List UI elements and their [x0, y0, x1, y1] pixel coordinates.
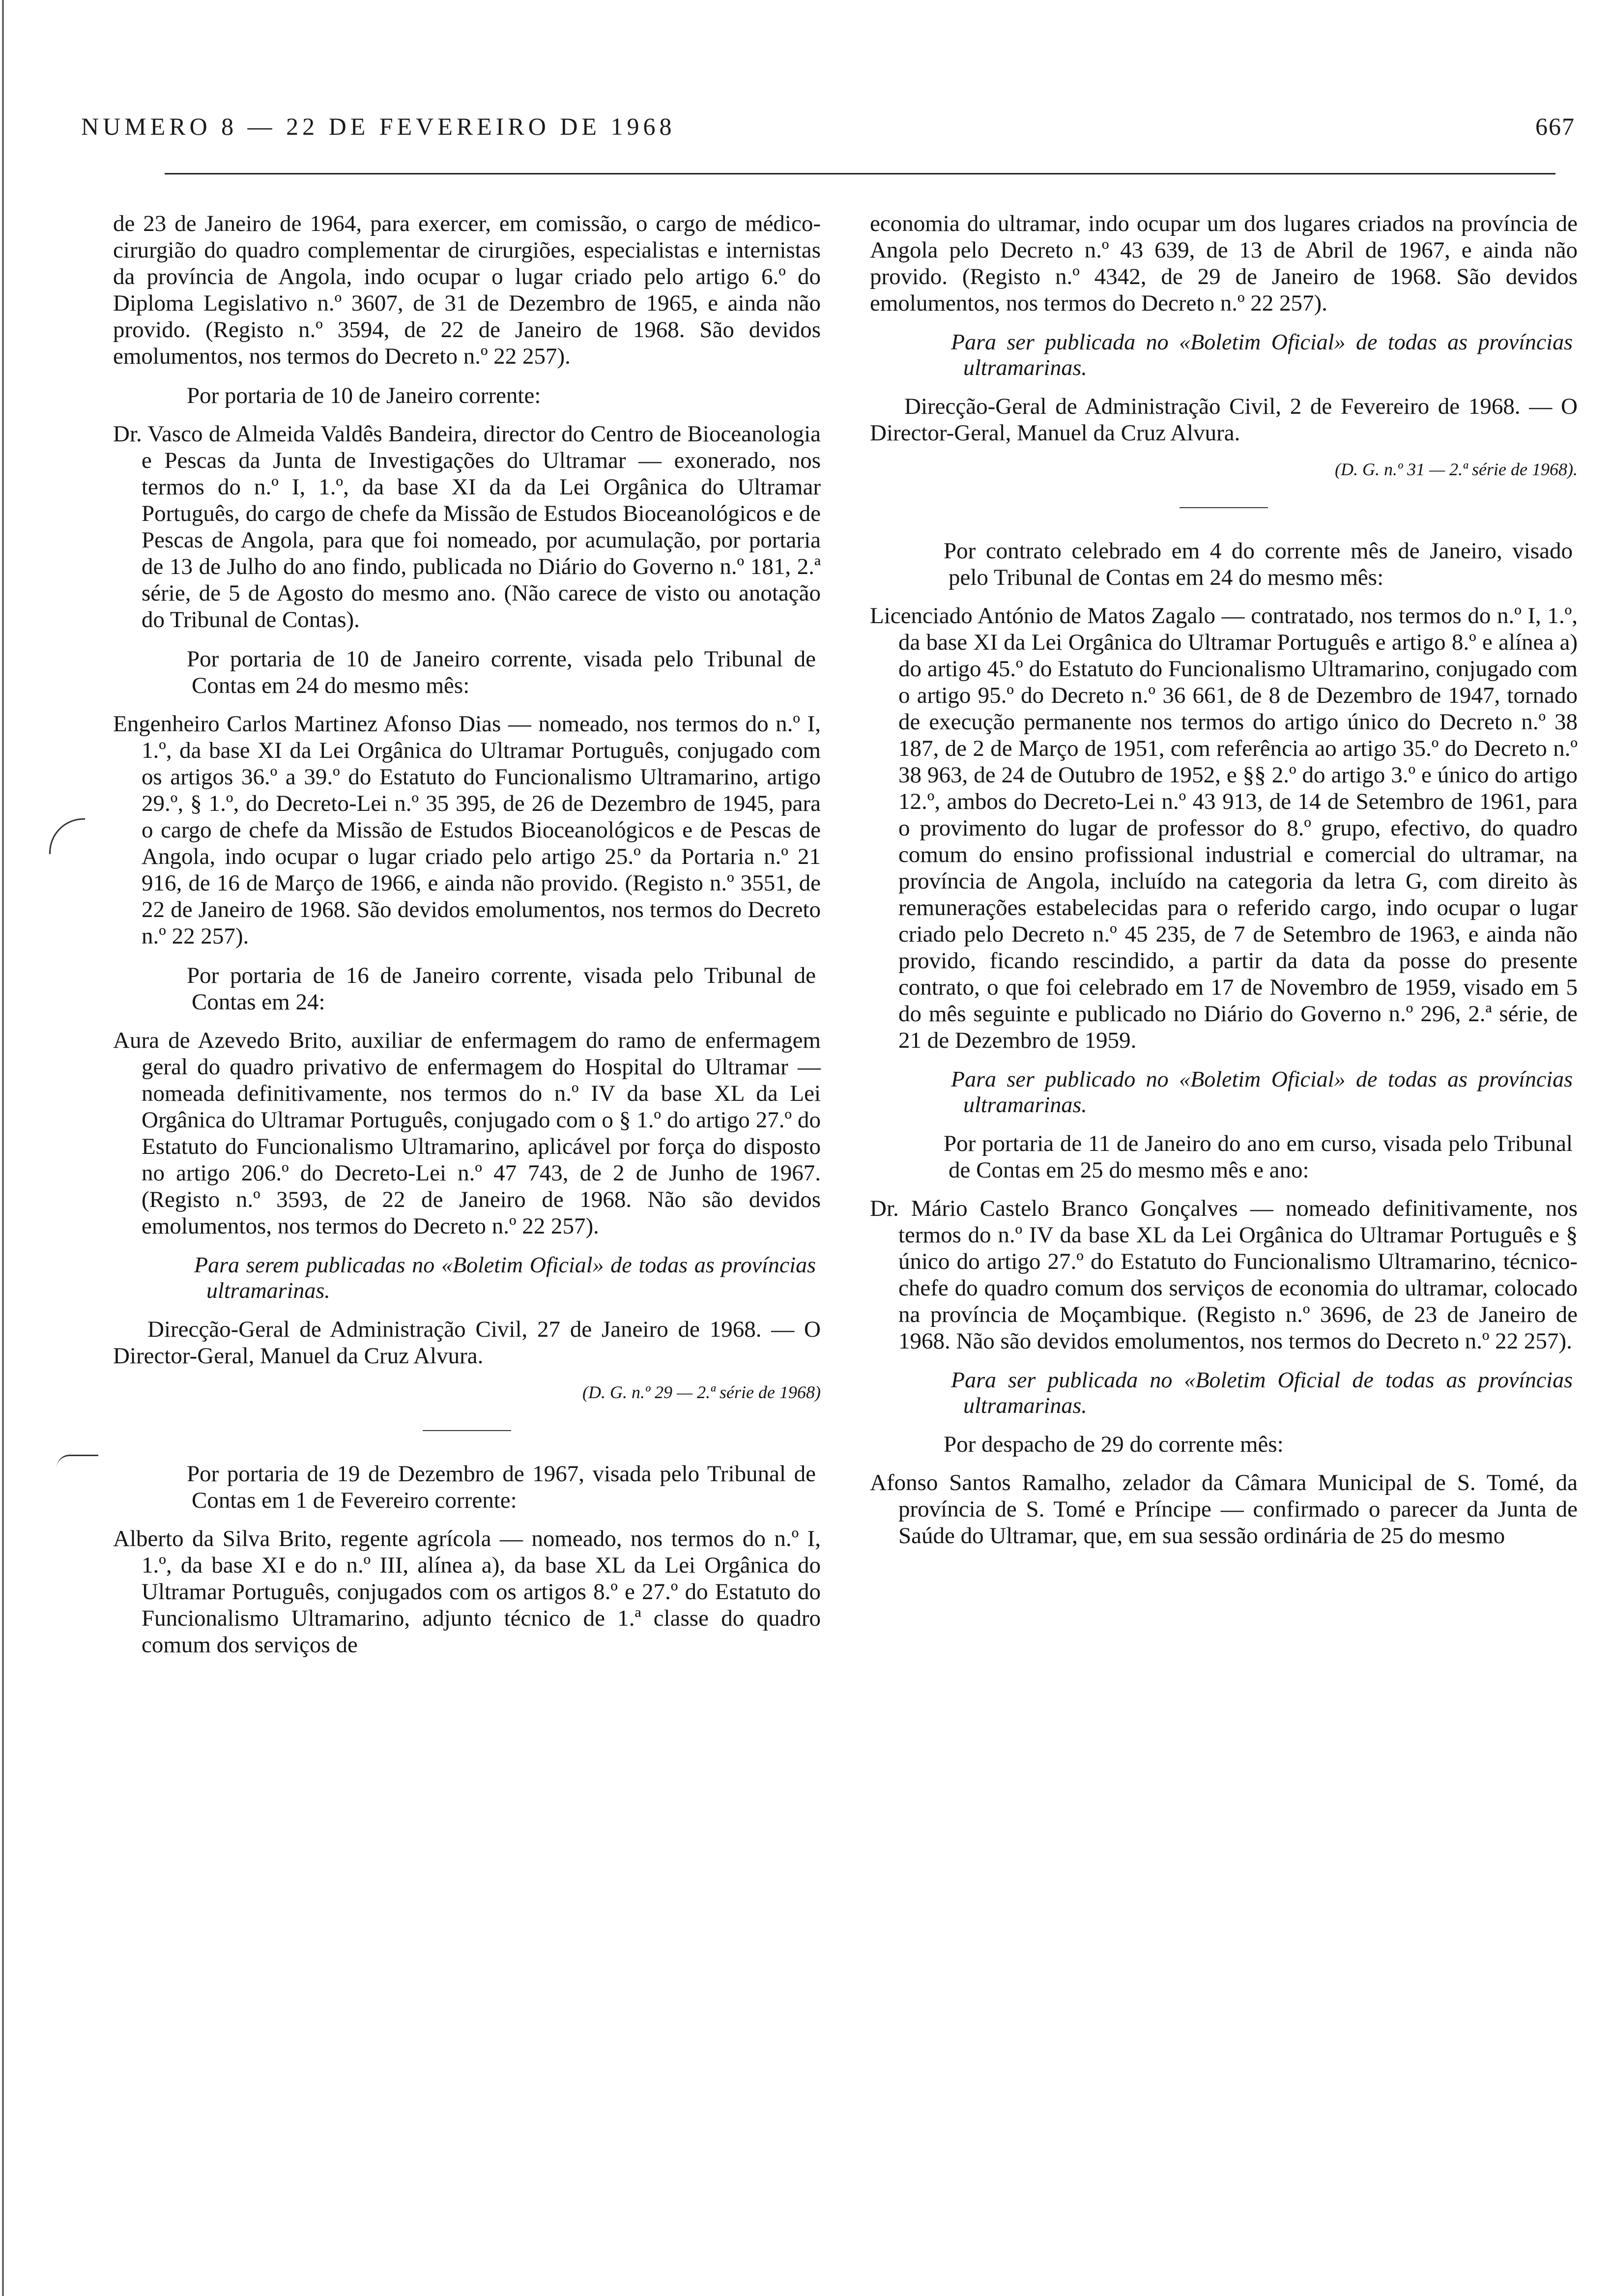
left-column	[113, 210, 821, 1671]
decree-entry: Licenciado António de Matos Zagalo — contratado, nos termos do n.º I, 1.º, da base XI da Lei Orgânica do Ultramar Português e artigo 8.º e alínea a) do artigo 45.º do Estatuto do Funcionalismo Ultramarino, conjugado com o artigo 95.º do Decreto n.º 36 661, de 8 de Dezembro de 1947, tornado de execução permanente nos termos do artigo único do Decreto n.º 38 187, de 2 de Março de 1951, com referência ao artigo 35.º do Decreto n.º 38 963, de 24 de Outubro de 1952, e §§ 2.º do artigo 3.º e único do artigo 12.º, ambos do Decreto-Lei n.º 43 913, de 14 de Setembro de 1961, para o provimento do lugar de professor do 8.º grupo, efectivo, do quadro comum do ensino profissional industrial e comercial do ultramar, na província de Angola, incluído na categoria da letra G, com direito às remunerações estabelecidas para o referido cargo, indo ocupar o lugar criado pelo Decreto n.º 45 235, de 7 de Setembro de 1963, e ainda não provido, ficando rescindido, a partir da data da posse do presente contrato, o que foi celebrado em 17 de Novembro de 1959, visado em 5 do mês seguinte e publicado no Diário do Governo n.º 296, 2.ª série, de 21 de Dezembro de 1959.	[870, 603, 1578, 1053]
decree-intro: Por contrato celebrado em 4 do corrente mês de Janeiro, visado pelo Tribunal de Contas em 24 do mesmo mês:	[944, 538, 1573, 590]
section-separator	[1180, 507, 1268, 508]
decree-entry: Engenheiro Carlos Martinez Afonso Dias — nomeado, nos termos do n.º I, 1.º, da base XI da Lei Orgânica do Ultramar Português, conjugado com os artigos 36.º a 39.º do Estatuto do Funcionalismo Ultramarino, artigo 29.º, § 1.º, do Decreto-Lei n.º 35 395, de 26 de Dezembro de 1945, para o cargo de chefe da Missão de Estudos Bioceanológicos e de Pescas de Angola, indo ocupar o lugar criado pelo artigo 25.º da Portaria n.º 21 916, de 16 de Março de 1966, e ainda não provido. (Registo n.º 3551, de 22 de Janeiro de 1968. São devidos emolumentos, nos termos do Decreto n.º 22 257).	[113, 711, 821, 949]
decree-intro: Por portaria de 11 de Janeiro do ano em curso, visada pelo Tribunal de Contas em 25 do mesmo mês e ano:	[944, 1131, 1573, 1183]
right-column	[870, 210, 1578, 1562]
signature-line: Direcção-Geral de Administração Civil, 2 de Fevereiro de 1968. — O Director-Geral, Manuel da Cruz Alvura.	[870, 394, 1578, 446]
decree-intro: Por portaria de 16 de Janeiro corrente, visada pelo Tribunal de Contas em 24:	[187, 963, 816, 1015]
decree-entry: Alberto da Silva Brito, regente agrícola — nomeado, nos termos do n.º I, 1.º, da base XI e do n.º III, alínea a), da base XL da Lei Orgânica do Ultramar Português, conjugados com os artigos 8.º e 27.º do Estatuto do Funcionalismo Ultramarino, adjunto técnico de 1.ª classe do quadro comum dos serviços de	[113, 1526, 821, 1658]
decree-entry: Afonso Santos Ramalho, zelador da Câmara Municipal de S. Tomé, da província de S. Tomé e Príncipe — confirmado o parecer da Junta de Saúde do Ultramar, que, em sua sessão ordinária de 25 do mesmo	[870, 1470, 1578, 1549]
decree-intro: Por despacho de 29 do corrente mês:	[944, 1432, 1284, 1457]
margin-mark	[57, 1455, 98, 1468]
page-header	[81, 112, 1575, 151]
page-number: 667	[1535, 113, 1575, 140]
decree-entry: Aura de Azevedo Brito, auxiliar de enfermagem do ramo de enfermagem geral do quadro privativo de enfermagem do Hospital do Ultramar — nomeada definitivamente, nos termos do n.º IV da base XL da Lei Orgânica do Ultramar Português, conjugado com o § 1.º do artigo 27.º do Estatuto do Funcionalismo Ultramarino, aplicável por força do disposto no artigo 206.º do Decreto-Lei n.º 47 743, de 2 de Junho de 1967. (Registo n.º 3593, de 22 de Janeiro de 1968. Não são devidos emolumentos, nos termos do Decreto n.º 22 257).	[113, 1028, 821, 1239]
decree-intro: Por portaria de 10 de Janeiro corrente:	[187, 383, 541, 408]
paragraph: economia do ultramar, indo ocupar um dos lugares criados na província de Angola pelo Decreto n.º 43 639, de 13 de Abril de 1967, e ainda não provido. (Registo n.º 4342, de 29 de Janeiro de 1968. São devidos emolumentos, nos termos do Decreto n.º 22 257).	[870, 211, 1578, 316]
decree-intro: Por portaria de 10 de Janeiro corrente, visada pelo Tribunal de Contas em 24 do mesmo mês:	[187, 646, 816, 698]
source-reference: (D. G. n.º 29 — 2.ª série de 1968)	[582, 1382, 821, 1402]
scan-edge	[2, 0, 4, 2296]
decree-entry: Dr. Vasco de Almeida Valdês Bandeira, director do Centro de Bioceanologia e Pescas da Junta de Investigações do Ultramar — exonerado, nos termos do n.º I, 1.º, da base XI da da Lei Orgânica do Ultramar Português, do cargo de chefe da Missão de Estudos Bioceanológicos e de Pescas de Angola, para que foi nomeado, por acumulação, por portaria de 13 de Julho do ano findo, publicada no Diário do Governo n.º 181, 2.ª série, de 5 de Agosto do mesmo ano. (Não carece de visto ou anotação do Tribunal de Contas).	[113, 421, 821, 632]
decree-intro: Por portaria de 19 de Dezembro de 1967, visada pelo Tribunal de Contas em 1 de Fevereiro corrente:	[187, 1461, 816, 1513]
publication-note: Para ser publicado no «Boletim Oficial» de todas as províncias ultramarinas.	[951, 1066, 1573, 1117]
issue-line: NUMERO 8 — 22 DE FEVEREIRO DE 1968	[81, 113, 676, 140]
publication-note: Para ser publicada no «Boletim Oficial» de todas as províncias ultramarinas.	[951, 329, 1573, 380]
decree-entry: Dr. Mário Castelo Branco Gonçalves — nomeado definitivamente, nos termos do n.º IV da base XL da Lei Orgânica do Ultramar Português e § único do artigo 27.º do Estatuto do Funcionalismo Ultramarino, técnico-chefe do quadro comum dos serviços de economia do ultramar, colocado na província de Moçambique. (Registo n.º 3696, de 23 de Janeiro de 1968. Não são devidos emolumentos, nos termos do Decreto n.º 22 257).	[870, 1196, 1578, 1354]
section-separator	[423, 1430, 511, 1431]
margin-mark	[49, 818, 85, 854]
signature-line: Direcção-Geral de Administração Civil, 27 de Janeiro de 1968. — O Director-Geral, Manuel da Cruz Alvura.	[113, 1317, 821, 1369]
publication-note: Para ser publicada no «Boletim Oficial de todas as províncias ultramarinas.	[951, 1367, 1573, 1418]
header-rule	[165, 173, 1555, 174]
publication-note: Para serem publicadas no «Boletim Oficial» de todas as províncias ultramarinas.	[194, 1252, 816, 1303]
source-reference: (D. G. n.º 31 — 2.ª série de 1968).	[1334, 459, 1578, 479]
paragraph: de 23 de Janeiro de 1964, para exercer, em comissão, o cargo de médico-cirurgião do quadro complementar de cirurgiões, especialistas e internistas da província de Angola, indo ocupar o lugar criado pelo artigo 6.º do Diploma Legislativo n.º 3607, de 31 de Dezembro de 1965, e ainda não provido. (Registo n.º 3594, de 22 de Janeiro de 1968. São devidos emolumentos, nos termos do Decreto n.º 22 257).	[113, 211, 821, 369]
